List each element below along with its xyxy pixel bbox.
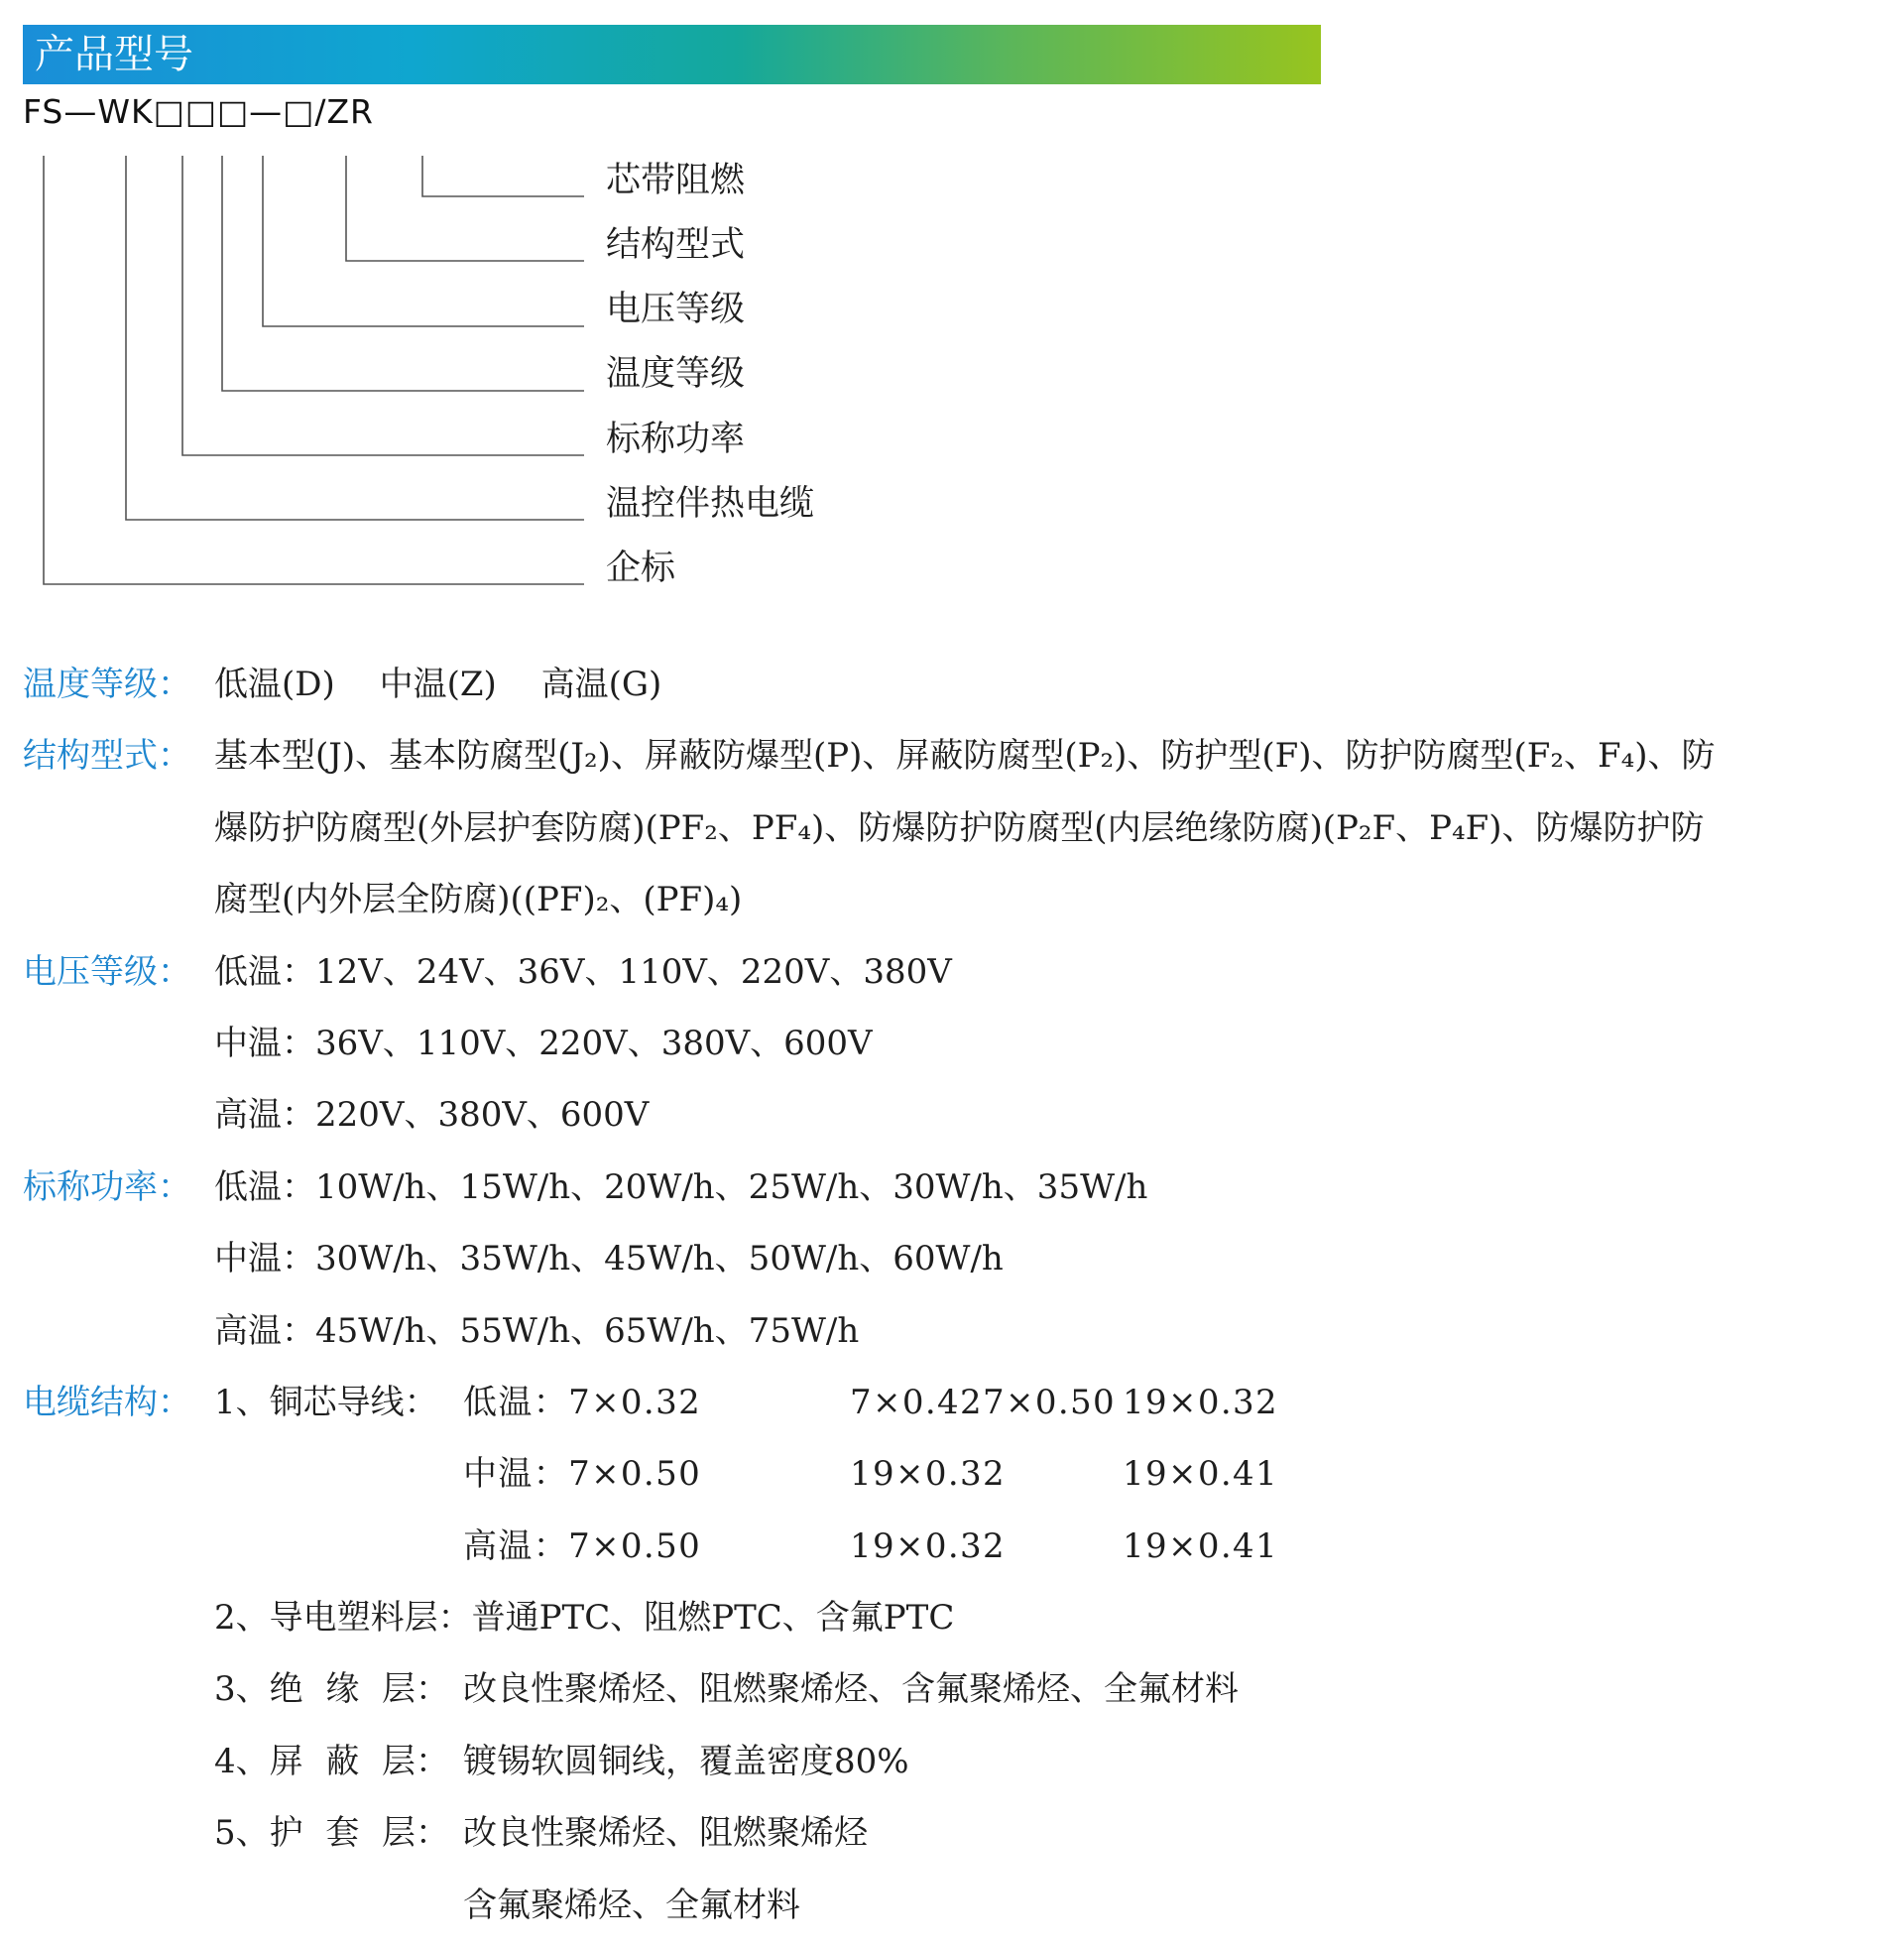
conductor-cell: 19×0.32 — [850, 1525, 1006, 1566]
temperature-grade-label: 温度等级： — [23, 665, 191, 704]
cable-structure-label: 电缆结构： — [23, 1382, 191, 1422]
voltage-grade-label: 电压等级： — [23, 951, 191, 992]
section-title: 产品型号 — [35, 32, 193, 77]
branch-temperature-grade — [222, 156, 584, 391]
voltage-grade-row — [23, 936, 1887, 1008]
empty-label — [23, 1295, 214, 1367]
cable-structure-row — [23, 1726, 1887, 1797]
branch-nominal-power — [182, 156, 584, 455]
empty-label — [23, 1582, 214, 1653]
conductor-item-label: 1、铜芯导线： — [214, 1382, 438, 1422]
nominal-power-row — [23, 1152, 1887, 1223]
conductor-line — [214, 1511, 1887, 1582]
conductor-cell: 中温：7×0.50 — [463, 1454, 702, 1495]
nominal-power-row — [23, 1223, 1887, 1294]
jacket-item-label: 5、护 套 层： — [214, 1813, 450, 1854]
conductive-plastic-item-label: 2、导电塑料层： — [214, 1598, 472, 1639]
voltage-grade-row — [23, 1079, 1887, 1151]
legend-temperature-grade: 温度等级 — [606, 354, 746, 394]
nominal-power-line: 中温：30W/h、35W/h、45W/h、50W/h、60W/h — [214, 1239, 1004, 1279]
nominal-power-line: 低温：10W/h、15W/h、20W/h、25W/h、30W/h、35W/h — [214, 1166, 1148, 1207]
conductive-plastic-line — [214, 1582, 1887, 1653]
conductor-cell: 19×0.32 — [1123, 1382, 1278, 1422]
cable-structure-row — [23, 1367, 1887, 1438]
model-code-legend-diagram — [0, 0, 694, 615]
structure-type-row — [23, 864, 1887, 935]
structure-type-line: 基本型(J)、基本防腐型(J₂)、屏蔽防爆型(P)、屏蔽防腐型(P₂)、防护型(F)、防护防腐型(F₂、F₄)、防 — [214, 736, 1716, 777]
structure-type-line: 爆防护防腐型(外层护套防腐)(PF₂、PF₄)、防爆防护防腐型(内层绝缘防腐)(P₂F、P₄F)、防爆防护防 — [214, 807, 1705, 848]
branch-voltage-grade — [263, 156, 584, 326]
shield-item-label: 4、屏 蔽 层： — [214, 1741, 450, 1781]
structure-type-row — [23, 792, 1887, 864]
empty-label — [23, 1008, 214, 1079]
cable-structure-row — [23, 1797, 1887, 1869]
structure-type-row — [23, 720, 1887, 791]
conductor-cell: 低温：7×0.32 — [463, 1382, 702, 1422]
spec-list — [23, 649, 1887, 1941]
legend-heat-tracing-cable: 温控伴热电缆 — [606, 484, 815, 524]
nominal-power-line: 高温：45W/h、55W/h、65W/h、75W/h — [214, 1310, 860, 1351]
insulation-line — [214, 1653, 1887, 1725]
legend-voltage-grade: 电压等级 — [606, 290, 746, 329]
empty-label — [23, 792, 214, 864]
voltage-grade-line: 低温：12V、24V、36V、110V、220V、380V — [214, 951, 952, 992]
insulation-item-label: 3、绝 缘 层： — [214, 1669, 450, 1710]
conductor-cell: 19×0.32 — [850, 1454, 1006, 1495]
legend-enterprise-standard: 企标 — [606, 548, 676, 588]
conductor-line — [214, 1438, 1887, 1510]
nominal-power-row — [23, 1295, 1887, 1367]
temperature-value: 中温(Z) — [379, 665, 497, 704]
jacket-value: 改良性聚烯烃、阻燃聚烯烃 — [463, 1813, 868, 1854]
structure-type-label: 结构型式： — [23, 736, 191, 777]
cable-structure-row — [23, 1511, 1887, 1582]
legend-nominal-power: 标称功率 — [606, 420, 746, 459]
legend-structure-type: 结构型式 — [606, 225, 746, 265]
empty-label — [23, 1079, 214, 1151]
conductor-cell: 7×0.427×0.50 — [850, 1382, 1116, 1422]
jacket-line — [214, 1870, 1887, 1941]
shield-value: 镀锡软圆铜线，覆盖密度80% — [463, 1741, 909, 1781]
conductor-line — [214, 1367, 1887, 1438]
cable-structure-row — [23, 1870, 1887, 1941]
conductor-cell: 19×0.41 — [1123, 1525, 1278, 1566]
empty-label — [23, 1726, 214, 1797]
model-code: FS—WK□□□—□/ZR — [23, 92, 374, 131]
empty-label — [23, 1797, 214, 1869]
empty-label — [23, 864, 214, 935]
conductive-plastic-value: 普通PTC、阻燃PTC、含氟PTC — [471, 1598, 955, 1639]
empty-label — [23, 1438, 214, 1510]
structure-type-line: 腐型(内外层全防腐)((PF)₂、(PF)₄) — [214, 880, 743, 920]
voltage-grade-line: 高温：220V、380V、600V — [214, 1095, 650, 1136]
jacket-value: 含氟聚烯烃、全氟材料 — [463, 1885, 800, 1925]
cable-structure-row — [23, 1653, 1887, 1725]
temperature-value: 高温(G) — [540, 665, 662, 704]
insulation-value: 改良性聚烯烃、阻燃聚烯烃、含氟聚烯烃、全氟材料 — [463, 1669, 1239, 1710]
shield-line — [214, 1726, 1887, 1797]
conductor-cell: 高温：7×0.50 — [463, 1525, 702, 1566]
legend-core-flame-retardant: 芯带阻燃 — [606, 161, 746, 200]
empty-label — [23, 1511, 214, 1582]
branch-core-flame-retardant — [422, 156, 584, 196]
cable-structure-row — [23, 1438, 1887, 1510]
temperature-value: 低温(D) — [214, 665, 335, 704]
empty-label — [23, 1223, 214, 1294]
branch-heat-tracing-cable — [126, 156, 584, 520]
temperature-grade-values — [214, 649, 1887, 720]
voltage-grade-line: 中温：36V、110V、220V、380V、600V — [214, 1023, 873, 1063]
voltage-grade-row — [23, 1008, 1887, 1079]
temperature-grade-row — [23, 649, 1887, 720]
empty-label — [23, 1870, 214, 1941]
branch-structure-type — [346, 156, 584, 261]
conductor-cell: 19×0.41 — [1123, 1454, 1278, 1495]
jacket-line — [214, 1797, 1887, 1869]
nominal-power-label: 标称功率： — [23, 1166, 191, 1207]
cable-structure-row — [23, 1582, 1887, 1653]
empty-label — [23, 1653, 214, 1725]
